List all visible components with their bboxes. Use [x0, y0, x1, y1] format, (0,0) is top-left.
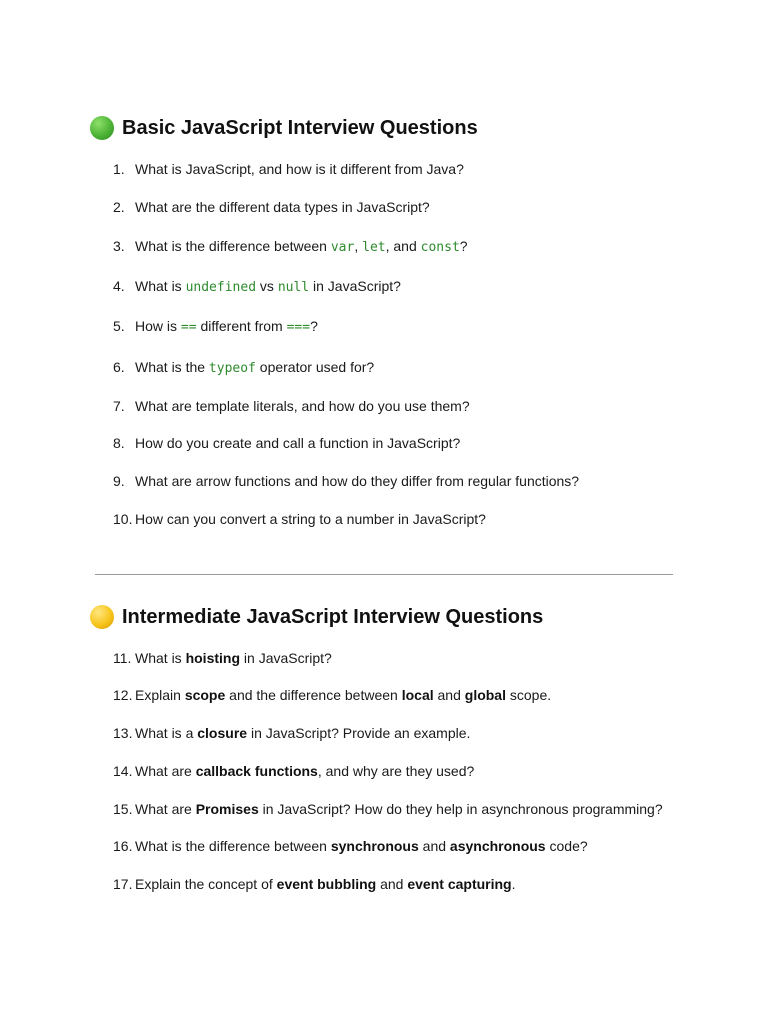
item-number: 9.	[113, 473, 125, 489]
bold-term: hoisting	[185, 650, 241, 666]
item-number: 4.	[113, 278, 125, 294]
item-number: 7.	[113, 398, 125, 414]
bold-term: event capturing	[407, 876, 512, 892]
item-text: What is a closure in JavaScript? Provide an example.	[135, 725, 471, 741]
inline-code: let	[362, 240, 386, 255]
item-text: How can you convert a string to a number in JavaScript?	[135, 511, 486, 527]
item-text: What are the different data types in JavaScript?	[135, 199, 430, 215]
bold-term: local	[401, 687, 434, 703]
bold-term: asynchronous	[449, 838, 546, 854]
inline-code: ==	[180, 320, 197, 335]
item-number: 10.	[113, 511, 133, 527]
item-text: What are Promises in JavaScript? How do they help in asynchronous programming?	[135, 801, 663, 817]
bold-term: scope	[184, 687, 226, 703]
inline-code: ===	[286, 320, 311, 335]
section-heading-intermediate	[90, 605, 543, 629]
section-heading-text: Basic JavaScript Interview Questions	[122, 116, 478, 139]
green-circle-icon	[90, 116, 114, 140]
item-text: Explain scope and the difference between local and global scope.	[135, 687, 552, 703]
bold-term: synchronous	[330, 838, 419, 854]
bold-term: global	[464, 687, 506, 703]
section-divider	[95, 574, 673, 575]
item-text: How is == different from ===?	[135, 318, 318, 335]
item-number: 3.	[113, 238, 125, 254]
item-number: 8.	[113, 435, 125, 451]
item-number: 2.	[113, 199, 125, 215]
item-text: What is the difference between synchronous and asynchronous code?	[135, 838, 588, 854]
bold-term: closure	[197, 725, 248, 741]
item-text: What is hoisting in JavaScript?	[135, 650, 332, 666]
item-number: 13.	[113, 725, 133, 741]
section-heading-text: Intermediate JavaScript Interview Questions	[122, 605, 544, 628]
item-text: What are arrow functions and how do they differ from regular functions?	[135, 473, 580, 489]
bold-term: callback functions	[195, 763, 318, 779]
item-number: 5.	[113, 318, 125, 334]
item-number: 1.	[113, 161, 125, 177]
inline-code: null	[277, 280, 310, 295]
inline-code: var	[330, 240, 355, 255]
section-heading-basic	[90, 116, 478, 140]
item-number: 12.	[113, 687, 133, 703]
inline-code: const	[420, 240, 460, 255]
item-text: Explain the concept of event bubbling and event capturing.	[135, 876, 516, 892]
yellow-circle-icon	[90, 605, 114, 629]
item-text: What are template literals, and how do you use them?	[135, 398, 470, 414]
item-text: What is the difference between var, let, and const?	[135, 238, 468, 255]
item-number: 15.	[113, 801, 133, 817]
item-text: How do you create and call a function in JavaScript?	[135, 435, 461, 451]
item-number: 6.	[113, 359, 125, 375]
item-number: 11.	[113, 650, 132, 666]
item-text: What is JavaScript, and how is it different from Java?	[135, 161, 464, 177]
item-number: 14.	[113, 763, 133, 779]
bold-term: Promises	[195, 801, 259, 817]
inline-code: undefined	[185, 280, 257, 295]
item-text: What is undefined vs null in JavaScript?	[135, 278, 401, 295]
item-number: 17.	[113, 876, 133, 892]
inline-code: typeof	[208, 361, 256, 376]
item-number: 16.	[113, 838, 133, 854]
item-text: What is the typeof operator used for?	[135, 359, 375, 376]
bold-term: event bubbling	[276, 876, 377, 892]
item-text: What are callback functions, and why are they used?	[135, 763, 475, 779]
